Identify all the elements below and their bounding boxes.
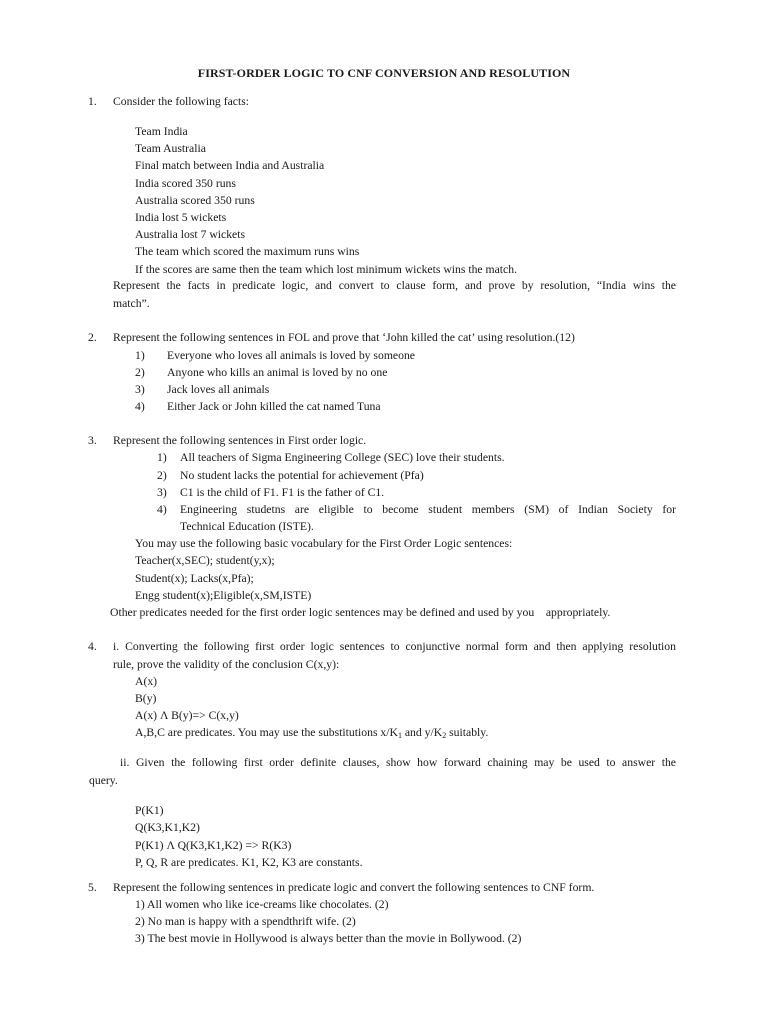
formula-line: A(x) bbox=[135, 675, 158, 688]
part-ii-text-end: query. bbox=[89, 774, 118, 787]
fact-line: The team which scored the maximum runs wins bbox=[135, 245, 360, 258]
fact-line: India scored 350 runs bbox=[135, 177, 236, 190]
list-number: 2) bbox=[135, 366, 145, 379]
list-item: Everyone who loves all animals is loved by someone bbox=[167, 349, 415, 362]
list-item: All teachers of Sigma Engineering College (SEC) love their students. bbox=[180, 451, 505, 464]
question-intro: Consider the following facts: bbox=[113, 95, 250, 108]
fact-line: If the scores are same then the team which lost minimum wickets wins the match. bbox=[135, 263, 518, 276]
question-number: 3. bbox=[88, 434, 97, 447]
list-item: 3) The best movie in Hollywood is always better than the movie in Bollywood. (2) bbox=[135, 932, 522, 945]
list-item: 1) All women who like ice-creams like chocolates. (2) bbox=[135, 898, 389, 911]
question-intro: Represent the following sentences in First order logic. bbox=[113, 434, 367, 447]
task-text-end: match”. bbox=[113, 297, 150, 310]
page-title: FIRST-ORDER LOGIC TO CNF CONVERSION AND RESOLUTION bbox=[197, 66, 571, 80]
question-number: 2. bbox=[88, 331, 97, 344]
clause-line: Q(K3,K1,K2) bbox=[135, 821, 200, 834]
list-item-continued: Technical Education (ISTE). bbox=[180, 520, 314, 533]
part-i-text-end: rule, prove the validity of the conclusion C(x,y): bbox=[113, 658, 340, 671]
vocab-line: Teacher(x,SEC); student(y,x); bbox=[135, 554, 275, 567]
list-item: No student lacks the potential for achievement (Pfa) bbox=[180, 469, 424, 482]
vocab-intro: You may use the following basic vocabulary for the First Order Logic sentences: bbox=[135, 537, 513, 550]
question-intro: Represent the following sentences in predicate logic and convert the following sentences to CNF form. bbox=[113, 881, 595, 894]
fact-line: India lost 5 wickets bbox=[135, 211, 227, 224]
fact-line: Team Australia bbox=[135, 142, 206, 155]
question-intro: Represent the following sentences in FOL and prove that ‘John killed the cat’ using resolution.(12) bbox=[113, 331, 575, 344]
list-number: 1) bbox=[157, 451, 167, 464]
list-number: 3) bbox=[135, 383, 145, 396]
fact-line: Australia scored 350 runs bbox=[135, 194, 255, 207]
closing-note: Other predicates needed for the first order logic sentences may be defined and used by you appropriately. bbox=[110, 606, 611, 619]
list-number: 4) bbox=[135, 400, 145, 413]
fact-line: Final match between India and Australia bbox=[135, 159, 325, 172]
clause-line: P, Q, R are predicates. K1, K2, K3 are constants. bbox=[135, 856, 363, 869]
list-number: 3) bbox=[157, 486, 167, 499]
fact-line: Team India bbox=[135, 125, 188, 138]
list-number: 1) bbox=[135, 349, 145, 362]
vocab-line: Engg student(x);Eligible(x,SM,ISTE) bbox=[135, 589, 312, 602]
list-number: 2) bbox=[157, 469, 167, 482]
question-number: 5. bbox=[88, 881, 97, 894]
list-item: Anyone who kills an animal is loved by no one bbox=[167, 366, 388, 379]
list-item: C1 is the child of F1. F1 is the father of C1. bbox=[180, 486, 385, 499]
part-i-text: i. Converting the following first order logic sentences to conjunctive normal form and then applying resolution bbox=[113, 640, 676, 653]
formula-line: A(x) Λ B(y)=> C(x,y) bbox=[135, 709, 239, 722]
list-item: Either Jack or John killed the cat named Tuna bbox=[167, 400, 381, 413]
list-item: 2) No man is happy with a spendthrift wife. (2) bbox=[135, 915, 356, 928]
question-number: 4. bbox=[88, 640, 97, 653]
fact-line: Australia lost 7 wickets bbox=[135, 228, 246, 241]
list-number: 4) bbox=[157, 503, 167, 516]
substitution-note: A,B,C are predicates. You may use the substitutions $x/K_1$ and $y/K_2$ suitably. bbox=[135, 726, 489, 740]
list-item: Jack loves all animals bbox=[167, 383, 270, 396]
clause-line: P(K1) Λ Q(K3,K1,K2) => R(K3) bbox=[135, 839, 292, 852]
question-number: 1. bbox=[88, 95, 97, 108]
formula-line: B(y) bbox=[135, 692, 157, 705]
task-text: Represent the facts in predicate logic, and convert to clause form, and prove by resolution, “India wins the bbox=[113, 279, 676, 292]
part-ii-text: ii. Given the following first order definite clauses, show how forward chaining may be used to answer the bbox=[120, 756, 676, 769]
vocab-line: Student(x); Lacks(x,Pfa); bbox=[135, 572, 254, 585]
list-item: Engineering studetns are eligible to become student members (SM) of Indian Society for bbox=[180, 503, 676, 516]
clause-line: P(K1) bbox=[135, 804, 164, 817]
